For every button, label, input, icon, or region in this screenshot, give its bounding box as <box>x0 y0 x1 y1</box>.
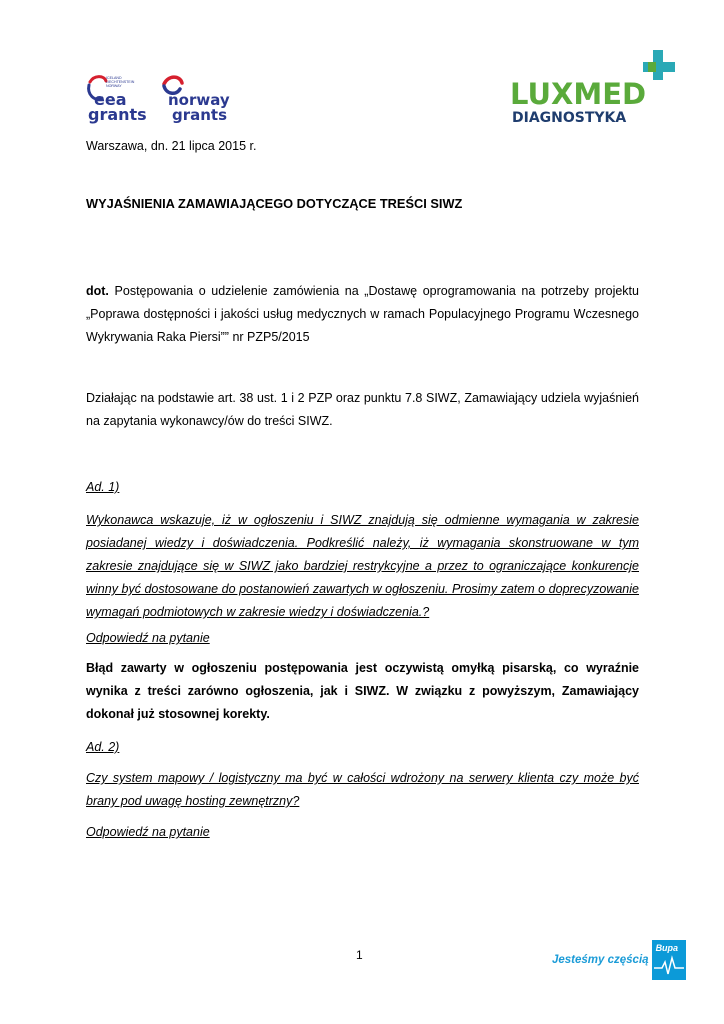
svg-text:NORWAY: NORWAY <box>106 84 122 88</box>
bupa-name: Bupa <box>655 943 679 953</box>
bupa-tagline: Jesteśmy częścią <box>552 954 649 966</box>
luxmed-cross-icon <box>643 50 675 80</box>
reference-text: Postępowania o udzielenie zamówienia na „Dostawę oprogramowania na potrzeby projektu „Poprawa dostępności i jakości usług medycznych w ramach Populacyjnego Programu Wczesnego Wykrywania Raka Piersi”” nr PZP5/2015 <box>86 284 639 344</box>
luxmed-diagnostyka-logo <box>508 48 688 128</box>
reference-paragraph <box>86 280 639 349</box>
luxmed-logo-graphic <box>508 48 688 128</box>
bupa-logo <box>652 940 686 980</box>
svg-text:DIAGNOSTYKA: DIAGNOSTYKA <box>512 110 627 126</box>
svg-text:eea: eea <box>94 90 127 109</box>
bupa-pulse-icon <box>652 940 686 980</box>
svg-text:LIECHTENSTEIN: LIECHTENSTEIN <box>106 80 135 84</box>
page-number: 1 <box>356 948 363 962</box>
item-2-question: Czy system mapowy / logistyczny ma być w całości wdrożony na serwery klienta czy może być brany pod uwagę hosting zewnętrzny? <box>86 771 639 808</box>
item-2-label: Ad. 2) <box>86 740 120 754</box>
reference-lead: dot. <box>86 284 109 298</box>
item-1-label: Ad. 1) <box>86 480 120 494</box>
svg-text:ICELAND: ICELAND <box>106 76 122 80</box>
item-1-question: Wykonawca wskazuje, iż w ogłoszeniu i SIWZ znajdują się odmienne wymagania w zakresie posiadanej wiedzy i doświadczenia. Podkreślić należy, iż wymagania skonstruowane w tym zakresie znajdujące się w SIWZ jako bardziej restrykcyjne a przez to ograniczające konkurencje winny być dostosowane do postanowień zawartych w ogłoszeniu. Prosimy zatem o doprecyzowanie wymagań podmiotowych w zakresie wiedzy i doświadczenia.? <box>86 513 639 619</box>
bupa-badge <box>552 940 686 980</box>
intro-paragraph: Działając na podstawie art. 38 ust. 1 i 2 PZP oraz punktu 7.8 SIWZ, Zamawiający udziela wyjaśnień na zapytania wykonawcy/ów do treści SIWZ. <box>86 391 639 428</box>
item-2-answer-label: Odpowiedź na pytanie <box>86 825 210 839</box>
svg-text:LUXMED: LUXMED <box>510 77 647 111</box>
page-title: WYJAŚNIENIA ZAMAWIAJĄCEGO DOTYCZĄCE TREŚCI SIWZ <box>86 196 463 211</box>
svg-text:grants: grants <box>88 105 147 124</box>
eea-norway-grants-logo-graphic <box>84 72 234 124</box>
document-date: Warszawa, dn. 21 lipca 2015 r. <box>86 139 257 153</box>
item-1-answer: Błąd zawarty w ogłoszeniu postępowania jest oczywistą omyłką pisarską, co wyraźnie wynika z treści zarówno ogłoszenia, jak i SIWZ. W związku z powyższym, Zamawiający dokonał już stosownej korekty. <box>86 661 639 721</box>
eea-norway-grants-logo <box>84 72 234 124</box>
svg-text:grants: grants <box>172 106 228 124</box>
item-1-answer-label: Odpowiedź na pytanie <box>86 631 210 645</box>
svg-text:norway: norway <box>168 91 230 109</box>
